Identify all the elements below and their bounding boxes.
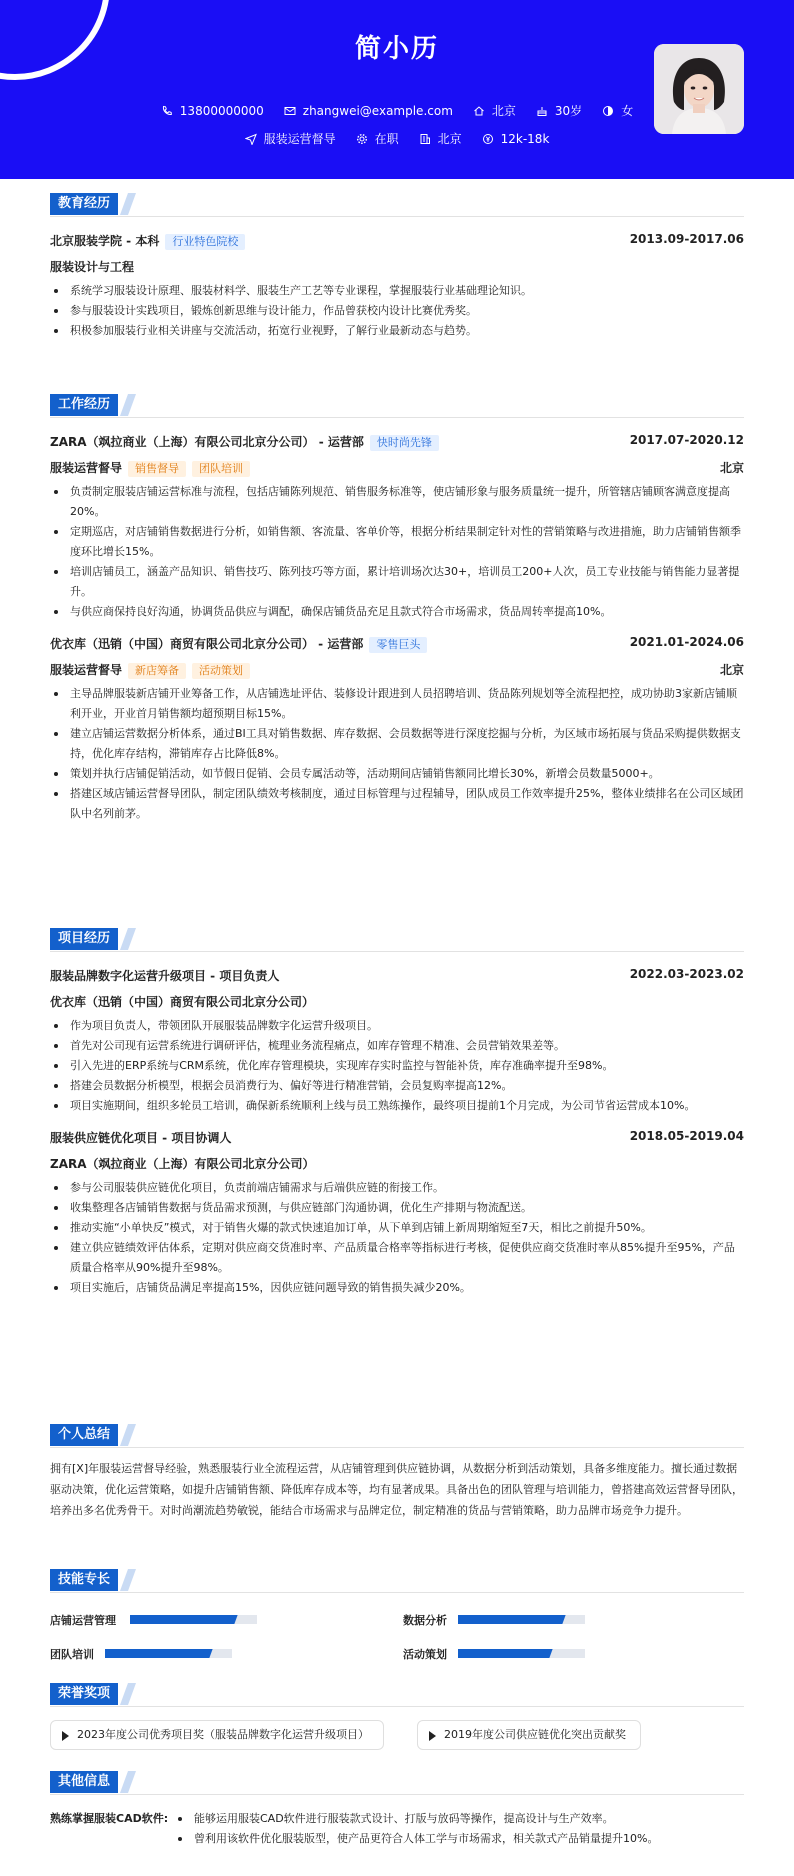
- list-item: 推动实施“小单快反”模式，对于销售火爆的款式快速追加订单，从下单到店铺上新周期缩短至7天，相比之前提升50%。: [50, 1218, 744, 1238]
- education-bullets: [50, 281, 744, 341]
- list-item: 系统学习服装设计原理、服装材料学、服装生产工艺等专业课程，掌握服装行业基础理论知识。: [50, 281, 744, 301]
- work-period: 2021.01-2024.06: [629, 635, 744, 649]
- list-item: 定期巡店，对店铺销售数据进行分析，如销售额、客流量、客单价等，根据分析结果制定针对性的营销策略与改进措施，助力店铺销售额季度环比增长15%。: [50, 522, 744, 562]
- other-info-row: [50, 1809, 744, 1849]
- work-city: 北京: [719, 663, 744, 677]
- mail-icon: [284, 105, 296, 117]
- summary-section: [50, 1424, 744, 1521]
- skill-bar: [105, 1649, 232, 1658]
- resume-header: [0, 0, 794, 179]
- section-title: 荣誉奖项: [50, 1683, 744, 1707]
- skill-bar: [130, 1615, 257, 1624]
- skill-name: 数据分析: [403, 1614, 447, 1627]
- list-item: 建立供应链绩效评估体系，定期对供应商交货准时率、产品质量合格率等指标进行考核，促使供应商交货准时率从85%提升至95%，产品质量合格率从90%提升至98%。: [50, 1238, 744, 1278]
- section-title: 教育经历: [50, 193, 744, 217]
- role-tag: 活动策划: [192, 663, 250, 679]
- project-org: 优衣库（迅销（中国）商贸有限公司北京分公司）: [50, 995, 315, 1009]
- company-name: ZARA（飒拉商业（上海）有限公司北京分公司） - 运营部: [50, 435, 364, 449]
- list-item: 参与公司服装供应链优化项目，负责前端店铺需求与后端供应链的衔接工作。: [50, 1178, 744, 1198]
- money-icon: [482, 133, 494, 145]
- company-tag: 零售巨头: [369, 637, 427, 653]
- phone-item: 13800000000: [161, 102, 264, 119]
- company-name: 优衣库（迅销（中国）商贸有限公司北京分公司） - 运营部: [50, 637, 364, 651]
- work-period: 2017.07-2020.12: [629, 433, 744, 447]
- major-name: 服装设计与工程: [50, 260, 135, 274]
- work-entry: [50, 635, 744, 824]
- education-entry: [50, 232, 744, 341]
- list-item: 项目实施后，店铺货品满足率提高15%，因供应链问题导致的销售损失减少20%。: [50, 1278, 744, 1298]
- other-info-label: 熟练掌握服装CAD软件:: [50, 1812, 169, 1825]
- skill-level-fill: [458, 1649, 547, 1658]
- list-item: 主导品牌服装新店铺开业筹备工作，从店铺选址评估、装修设计跟进到人员招聘培训、货品陈列规划等全流程把控，成功协助3家新店铺顺利开业，开业首月销售额均超预期目标15%。: [50, 684, 744, 724]
- education-section: [50, 193, 744, 341]
- award-item: 2023年度公司优秀项目奖（服装品牌数字化运营升级项目）: [50, 1720, 384, 1750]
- avatar-portrait-image: [654, 44, 744, 134]
- gear-icon: [356, 133, 368, 145]
- city-item: 北京: [419, 130, 462, 147]
- list-item: 能够运用服装CAD软件进行服装款式设计、打版与放码等操作，提高设计与生产效率。: [174, 1809, 744, 1829]
- building-icon: [419, 133, 431, 145]
- company-tag: 快时尚先锋: [370, 435, 439, 451]
- skill-name: 店铺运营管理: [50, 1614, 116, 1627]
- project-name: 服装品牌数字化运营升级项目 - 项目负责人: [50, 969, 280, 983]
- home-icon: [473, 105, 485, 117]
- role-tag: 团队培训: [192, 461, 250, 477]
- project-bullets: [50, 1016, 744, 1116]
- section-title: 工作经历: [50, 394, 744, 418]
- summary-text: 拥有[X]年服装运营督导经验，熟悉服装行业全流程运营，从店铺管理到供应链协调，从数据分析到活动策划，具备多维度能力。擅长通过数据驱动决策，优化运营策略，如提升店铺销售额、降低库存成本等，均有显著成果。具备出色的团队管理与培训能力，曾搭建高效运营督导团队，培养出多名优秀骨干。对时尚潮流趋势敏锐，能结合市场需求与品牌定位，制定精准的货品与营销策略，助力品牌市场竞争力提升。: [50, 1462, 743, 1517]
- projects-section: [50, 928, 744, 1298]
- school-tag: 行业特色院校: [165, 234, 245, 250]
- list-item: 参与服装设计实践项目，锻炼创新思维与设计能力，作品曾获校内设计比赛优秀奖。: [50, 301, 744, 321]
- avatar: [654, 44, 744, 134]
- skill-name: 活动策划: [403, 1648, 447, 1661]
- work-city: 北京: [719, 461, 744, 475]
- section-title: 个人总结: [50, 1424, 744, 1448]
- list-item: 搭建会员数据分析模型，根据会员消费行为、偏好等进行精准营销，会员复购率提高12%。: [50, 1076, 744, 1096]
- list-item: 策划并执行店铺促销活动，如节假日促销、会员专属活动等，活动期间店铺销售额同比增长30%，新增会员数量5000+。: [50, 764, 744, 784]
- cake-icon: [536, 105, 548, 117]
- skill-level-fill: [105, 1649, 207, 1658]
- other-info-bullets: [174, 1809, 744, 1849]
- work-entry: [50, 433, 744, 622]
- phone-icon: [161, 105, 173, 117]
- education-period: 2013.09-2017.06: [629, 232, 744, 246]
- list-item: 负责制定服装店铺运营标准与流程，包括店铺陈列规范、销售服务标准等，使店铺形象与服务质量统一提升，所管辖店铺顾客满意度提高20%。: [50, 482, 744, 522]
- other-section: [50, 1771, 744, 1849]
- list-item: 引入先进的ERP系统与CRM系统，优化库存管理模块，实现库存实时监控与智能补货，库存准确率提升至98%。: [50, 1056, 744, 1076]
- list-item: 作为项目负责人，带领团队开展服装品牌数字化运营升级项目。: [50, 1016, 744, 1036]
- project-entry: [50, 967, 744, 1116]
- skills-section: [50, 1569, 744, 1659]
- skill-level-fill: [130, 1615, 232, 1624]
- role-tag: 销售督导: [128, 461, 186, 477]
- project-period: 2022.03-2023.02: [629, 967, 744, 981]
- section-title: 技能专长: [50, 1569, 744, 1593]
- section-title: 其他信息: [50, 1771, 744, 1795]
- skill-bar: [458, 1615, 585, 1624]
- project-name: 服装供应链优化项目 - 项目协调人: [50, 1131, 232, 1145]
- age-item: 30岁: [536, 102, 582, 119]
- award-item: 2019年度公司供应链优化突出贡献奖: [417, 1720, 641, 1750]
- list-item: 曾利用该软件优化服装版型，使产品更符合人体工学与市场需求，相关款式产品销量提升10%。: [174, 1829, 744, 1849]
- location-item: 北京: [473, 102, 516, 119]
- awards-section: [50, 1683, 744, 1753]
- work-bullets: [50, 482, 744, 622]
- role-name: 服装运营督导: [50, 461, 123, 475]
- email-item: zhangwei@example.com: [284, 102, 453, 119]
- list-item: 首先对公司现有运营系统进行调研评估，梳理业务流程痛点，如库存管理不精准、会员营销效果差等。: [50, 1036, 744, 1056]
- status-item: 在职: [356, 130, 399, 147]
- send-icon: [245, 133, 257, 145]
- role-tag: 新店筹备: [128, 663, 186, 679]
- gender-icon: [602, 105, 614, 117]
- salary-item: 12k-18k: [482, 130, 550, 147]
- project-org: ZARA（飒拉商业（上海）有限公司北京分公司）: [50, 1157, 315, 1171]
- project-entry: [50, 1129, 744, 1298]
- project-bullets: [50, 1178, 744, 1298]
- work-section: [50, 394, 744, 824]
- candidate-name: 简小历: [354, 34, 439, 64]
- list-item: 与供应商保持良好沟通，协调货品供应与调配，确保店铺货品充足且款式符合市场需求，货品周转率提高10%。: [50, 602, 744, 622]
- skill-level-fill: [458, 1615, 560, 1624]
- role-name: 服装运营督导: [50, 663, 123, 677]
- list-item: 项目实施期间，组织多轮员工培训，确保新系统顺利上线与员工熟练操作，最终项目提前1个月完成，为公司节省运营成本10%。: [50, 1096, 744, 1116]
- list-item: 积极参加服装行业相关讲座与交流活动，拓宽行业视野，了解行业最新动态与趋势。: [50, 321, 744, 341]
- skill-bar: [458, 1649, 585, 1658]
- skill-name: 团队培训: [50, 1648, 94, 1661]
- list-item: 收集整理各店铺销售数据与货品需求预测，与供应链部门沟通协调，优化生产排期与物流配送。: [50, 1198, 744, 1218]
- section-title: 项目经历: [50, 928, 744, 952]
- list-item: 建立店铺运营数据分析体系，通过BI工具对销售数据、库存数据、会员数据等进行深度挖掘与分析，为区域市场拓展与货品采购提供数据支持，优化库存结构，滞销库存占比降低8%。: [50, 724, 744, 764]
- project-period: 2018.05-2019.04: [629, 1129, 744, 1143]
- work-bullets: [50, 684, 744, 824]
- school-name: 北京服装学院 - 本科: [50, 234, 160, 248]
- gender-item: 女: [602, 102, 633, 119]
- position-item: 服装运营督导: [245, 130, 336, 147]
- list-item: 培训店铺员工，涵盖产品知识、销售技巧、陈列技巧等方面，累计培训场次达30+，培训员工200+人次，员工专业技能与销售能力显著提升。: [50, 562, 744, 602]
- list-item: 搭建区域店铺运营督导团队，制定团队绩效考核制度，通过目标管理与过程辅导，团队成员工作效率提升25%，整体业绩排名在公司区域团队中名列前茅。: [50, 784, 744, 824]
